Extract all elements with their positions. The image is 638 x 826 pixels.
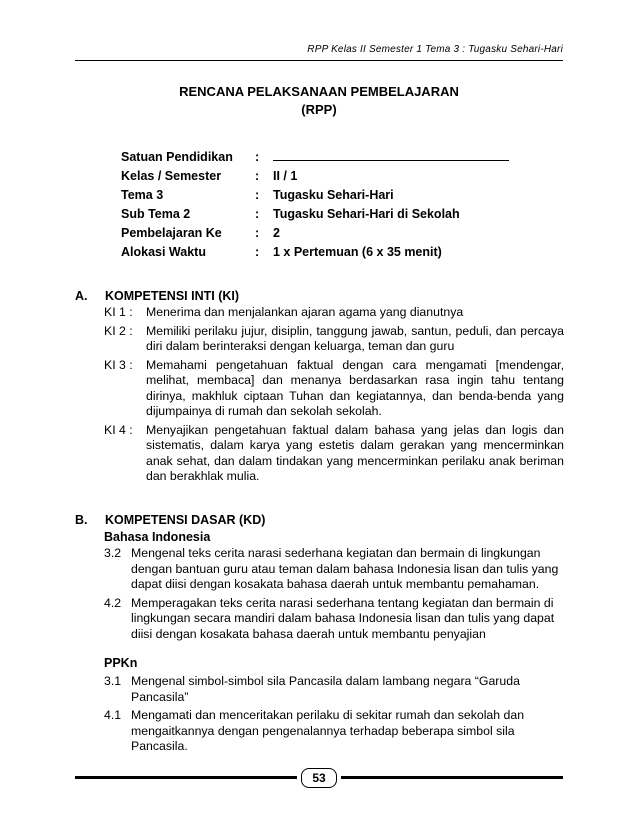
- title-line-2: (RPP): [301, 102, 337, 117]
- identity-row: [121, 167, 509, 186]
- page-number: 53: [301, 768, 337, 788]
- kd-item: [104, 596, 566, 643]
- identity-label: Tema 3: [121, 188, 164, 202]
- section-letter: B.: [75, 513, 88, 527]
- kd-list-bahasa: [104, 546, 566, 645]
- ki-code: KI 3 :: [104, 357, 133, 372]
- kd-text: Mengenal teks cerita narasi sederhana kegiatan dan bermain di lingkungan dengan bantuan guru atau teman dalam bahasa Indonesia lisan dan tulis yang dapat diisi dengan kosakata bahasa daerah untuk membantu pemahaman.: [131, 546, 559, 591]
- page-footer: [75, 768, 563, 788]
- title-line-1: RENCANA PELAKSANAAN PEMBELAJARAN: [179, 84, 459, 99]
- identity-colon: :: [255, 150, 260, 164]
- section-a-heading: [75, 289, 239, 303]
- ki-item: [104, 305, 564, 321]
- kd-text: Memperagakan teks cerita narasi sederhana tentang kegiatan dan bermain di lingkungan secara mandiri dalam bahasa Indonesia lisan dan tulis yang dapat diisi dengan kosakata bahasa daerah untuk membantu penyajian: [131, 595, 555, 641]
- identity-label: Kelas / Semester: [121, 169, 222, 183]
- identity-label: Pembelajaran Ke: [121, 226, 222, 240]
- ki-text: Memahami pengetahuan faktual dengan cara mengamati [mendengar, melihat, membaca] dan menanya berdasarkan rasa ingin tahu tentang dirinya, makhluk ciptaan Tuhan dan kegiatannya, dan benda-benda yang dijumpainya di rumah dan sekolah sekolah.: [146, 357, 564, 418]
- ki-list: [104, 305, 564, 488]
- kd-item: [104, 546, 566, 593]
- identity-row: [121, 224, 509, 243]
- ki-text: Memiliki perilaku jujur, disiplin, tanggung jawab, santun, peduli, dan percaya diri dalam berinteraksi dengan keluarga, teman dan guru: [146, 323, 564, 353]
- identity-row: [121, 243, 509, 262]
- identity-value: II / 1: [273, 169, 298, 183]
- ki-code: KI 1 :: [104, 305, 133, 319]
- section-title: KOMPETENSI DASAR (KD): [105, 513, 266, 527]
- document-title: [0, 83, 638, 119]
- identity-label: Alokasi Waktu: [121, 245, 206, 259]
- section-title: KOMPETENSI INTI (KI): [105, 289, 240, 303]
- section-b-heading: [75, 513, 265, 527]
- ki-text: Menerima dan menjalankan ajaran agama yang dianutnya: [146, 305, 464, 319]
- ki-item: [104, 358, 564, 420]
- kd-number: 3.2: [104, 546, 122, 560]
- kd-item: [104, 674, 566, 705]
- identity-row: [121, 148, 509, 167]
- identity-colon: :: [255, 226, 260, 240]
- ki-item: [104, 324, 564, 355]
- kd-number: 3.1: [104, 674, 122, 688]
- ki-code: KI 4 :: [104, 422, 133, 437]
- ki-code: KI 2 :: [104, 323, 133, 338]
- subject-title-ppkn: PPKn: [104, 656, 138, 670]
- kd-number: 4.2: [104, 595, 122, 610]
- identity-label: Sub Tema 2: [121, 207, 191, 221]
- identity-colon: :: [255, 245, 260, 259]
- ki-item: [104, 423, 564, 485]
- kd-text: Mengenal simbol-simbol sila Pancasila dalam lambang negara “Garuda Pancasila”: [131, 674, 520, 704]
- footer-rule-left: [75, 776, 297, 779]
- identity-value: 1 x Pertemuan (6 x 35 menit): [273, 245, 442, 259]
- identity-value-blank: [273, 148, 509, 167]
- ki-text: Menyajikan pengetahuan faktual dalam bahasa yang jelas dan logis dan sistematis, dalam karya yang estetis dalam gerakan yang mencerminkan anak sehat, dan dalam tindakan yang mencerminkan perilaku anak beriman dan berakhlak mulia.: [146, 422, 564, 483]
- kd-item: [104, 708, 566, 755]
- identity-label: Satuan Pendidikan: [121, 150, 233, 164]
- kd-list-ppkn: [104, 674, 566, 758]
- identity-value: 2: [273, 226, 280, 240]
- header-rule: [75, 60, 563, 61]
- footer-rule-right: [341, 776, 563, 779]
- identity-colon: :: [255, 207, 260, 221]
- identity-colon: :: [255, 188, 260, 202]
- kd-number: 4.1: [104, 708, 122, 722]
- running-header: RPP Kelas II Semester 1 Tema 3 : Tugasku Sehari-Hari: [307, 44, 563, 55]
- identity-table: [121, 148, 509, 262]
- identity-colon: :: [255, 169, 260, 183]
- identity-row: [121, 205, 509, 224]
- identity-value: Tugasku Sehari-Hari: [273, 188, 394, 202]
- section-letter: A.: [75, 289, 88, 303]
- blank-fill-line: [273, 149, 509, 161]
- identity-value: Tugasku Sehari-Hari di Sekolah: [273, 207, 460, 221]
- identity-row: [121, 186, 509, 205]
- subject-title-bahasa: Bahasa Indonesia: [104, 530, 211, 544]
- kd-text: Mengamati dan menceritakan perilaku di sekitar rumah dan sekolah dan mengaitkannya dengan pengenalannya terhadap beberapa simbol sila Pancasila.: [131, 708, 525, 753]
